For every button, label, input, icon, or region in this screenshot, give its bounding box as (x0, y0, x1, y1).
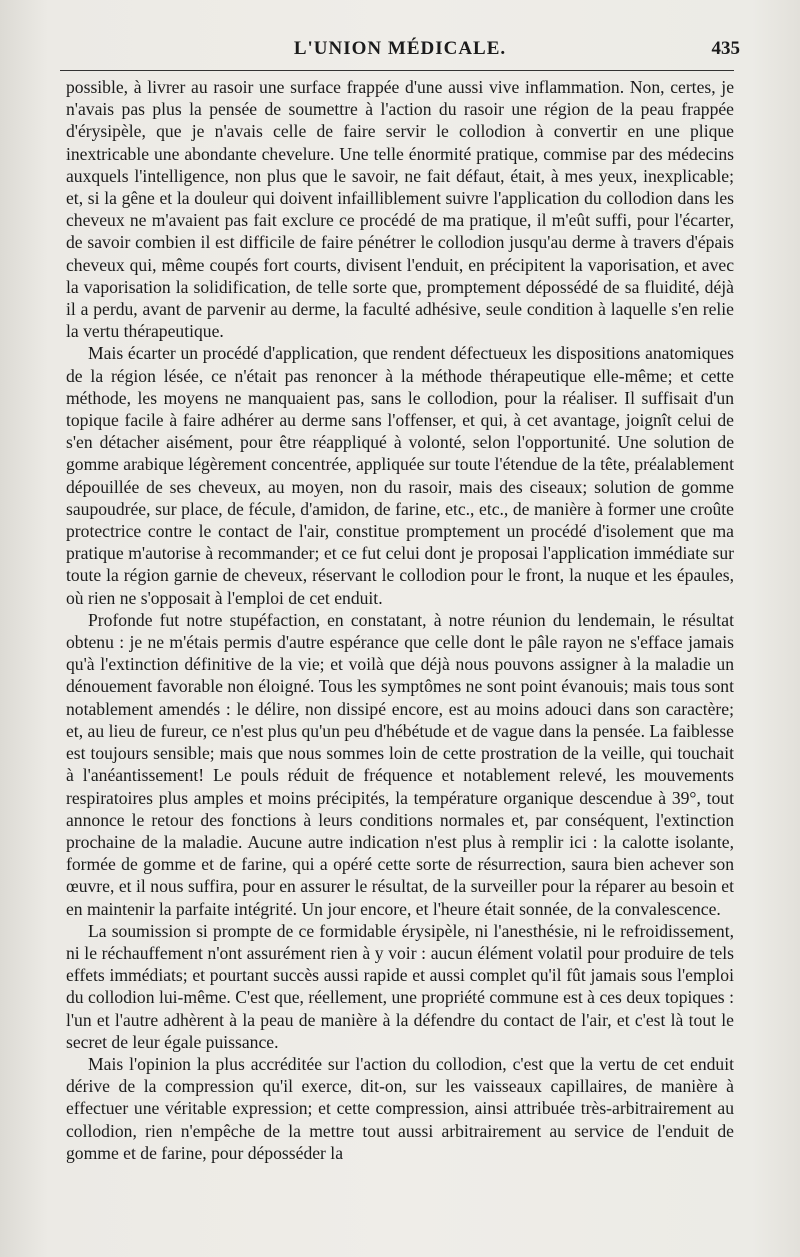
paragraph-2: Mais écarter un procédé d'application, que rendent défectueux les dispositions anatomiques de la région lésée, ce n'était pas renoncer à la méthode thérapeutique elle-même; et cette méthode, les moyens ne manquaient pas, sans le collodion, pour la réaliser. Il suffisait d'un topique facile à faire adhérer au derme sans l'offenser, et qui, à cet avantage, joignît celui de s'en détacher aisément, pour être réappliqué à volonté, selon l'opportunité. Une solution de gomme arabique légèrement concentrée, appliquée sur toute l'étendue de la tête, préalablement dépouillée de ses cheveux, au moyen, non du rasoir, mais des ciseaux; solution de gomme saupoudrée, sur place, de fécule, d'amidon, de farine, etc., etc., de manière à former une croûte protectrice contre le contact de l'air, constitue promptement un procédé d'isolement que ma pratique m'autorise à recommander; et ce fut celui dont je proposai l'application immédiate sur toute la région garnie de cheveux, réservant le collodion pour le front, la nuque et les épaules, où rien ne s'opposait à l'emploi de cet enduit. (66, 343, 734, 608)
paragraph-4: La soumission si prompte de ce formidable érysipèle, ni l'anesthésie, ni le refroidissement, ni le réchauffement n'ont assurément rien à y voir : aucun élément volatil pour produire de tels effets immédiats; et pourtant succès aussi rapide et aussi complet qu'il fût jamais sous l'emploi du collodion lui-même. C'est que, réellement, une propriété commune est à ces deux topiques : l'un et l'autre adhèrent à la peau de manière à la défendre du contact de l'air, et c'est là tout le secret de leur égale puissance. (66, 920, 734, 1052)
article-body (66, 76, 734, 1164)
running-header (60, 34, 740, 68)
paragraph-1: possible, à livrer au rasoir une surface frappée d'une aussi vive inflammation. Non, certes, je n'avais pas plus la pensée de soumettre à l'action du rasoir une région de la peau frappée d'érysipèle, que je n'avais celle de faire servir le collodion à convertir en une plique inextricable une abondante chevelure. Une telle énormité pratique, commise par des médecins auxquels l'intelligence, non plus que le savoir, ne fait défaut, était, à mes yeux, inexplicable; et, si la gêne et la douleur qui doivent infailliblement suivre l'application du collodion dans les cheveux ne m'avaient pas fait exclure ce procédé de ma pratique, il m'eût suffi, pour l'écarter, de savoir combien il est difficile de faire pénétrer le collodion jusqu'au derme à travers d'épais cheveux qui, même coupés fort courts, divisent l'enduit, en précipitent la vaporisation, et avec la vaporisation la solidification, de telle sorte que, promptement dépossédé de sa fluidité, déjà il a perdu, avant de parvenir au derme, la faculté adhésive, seule condition à laquelle s'en relie la vertu thérapeutique. (66, 77, 734, 342)
journal-title: L'UNION MÉDICALE. (293, 38, 507, 59)
paragraph-3: Profonde fut notre stupéfaction, en constatant, à notre réunion du lendemain, le résultat obtenu : je ne m'étais permis d'autre espérance que celle dont le pâle rayon ne s'efface jamais qu'à l'extinction définitive de la vie; et voilà que déjà nous pouvons assigner à la maladie un dénouement favorable non éloigné. Tous les symptômes ne sont point évanouis; mais tous sont notablement amendés : le délire, non dissipé encore, est au moins adouci dans son caractère; et, au lieu de fureur, ce n'est plus qu'un peu d'hébétude et de vague dans la pensée. La faiblesse est toujours sensible; mais que nous sommes loin de cette prostration de la veille, qui touchait à l'anéantissement! Le pouls réduit de fréquence et notablement relevé, les mouvements respiratoires plus amples et moins précipités, la température organique descendue à 39°, tout annonce le retour des fonctions à leurs conditions normales et, par conséquent, l'extinction prochaine de la maladie. Aucune autre indication n'est plus à remplir ici : la calotte isolante, formée de gomme et de farine, qui a opéré cette sorte de résurrection, saura bien achever son œuvre, et il nous suffira, pour en assurer le résultat, de la surveiller pour la réparer au besoin et en maintenir la parfaite intégrité. Un jour encore, et l'heure était sonnée, de la convalescence. (66, 609, 734, 919)
header-rule (60, 70, 734, 71)
paragraph-5: Mais l'opinion la plus accréditée sur l'action du collodion, c'est que la vertu de cet enduit dérive de la compression qu'il exerce, dit-on, sur les vaisseaux capillaires, de manière à effectuer une véritable expression; et cette compression, ainsi attribuée très-arbitrairement au collodion, rien n'empêche de la mettre tout aussi arbitrairement au service de l'enduit de gomme et de farine, pour déposséder la (66, 1053, 734, 1163)
page-number: 435 (711, 38, 740, 59)
